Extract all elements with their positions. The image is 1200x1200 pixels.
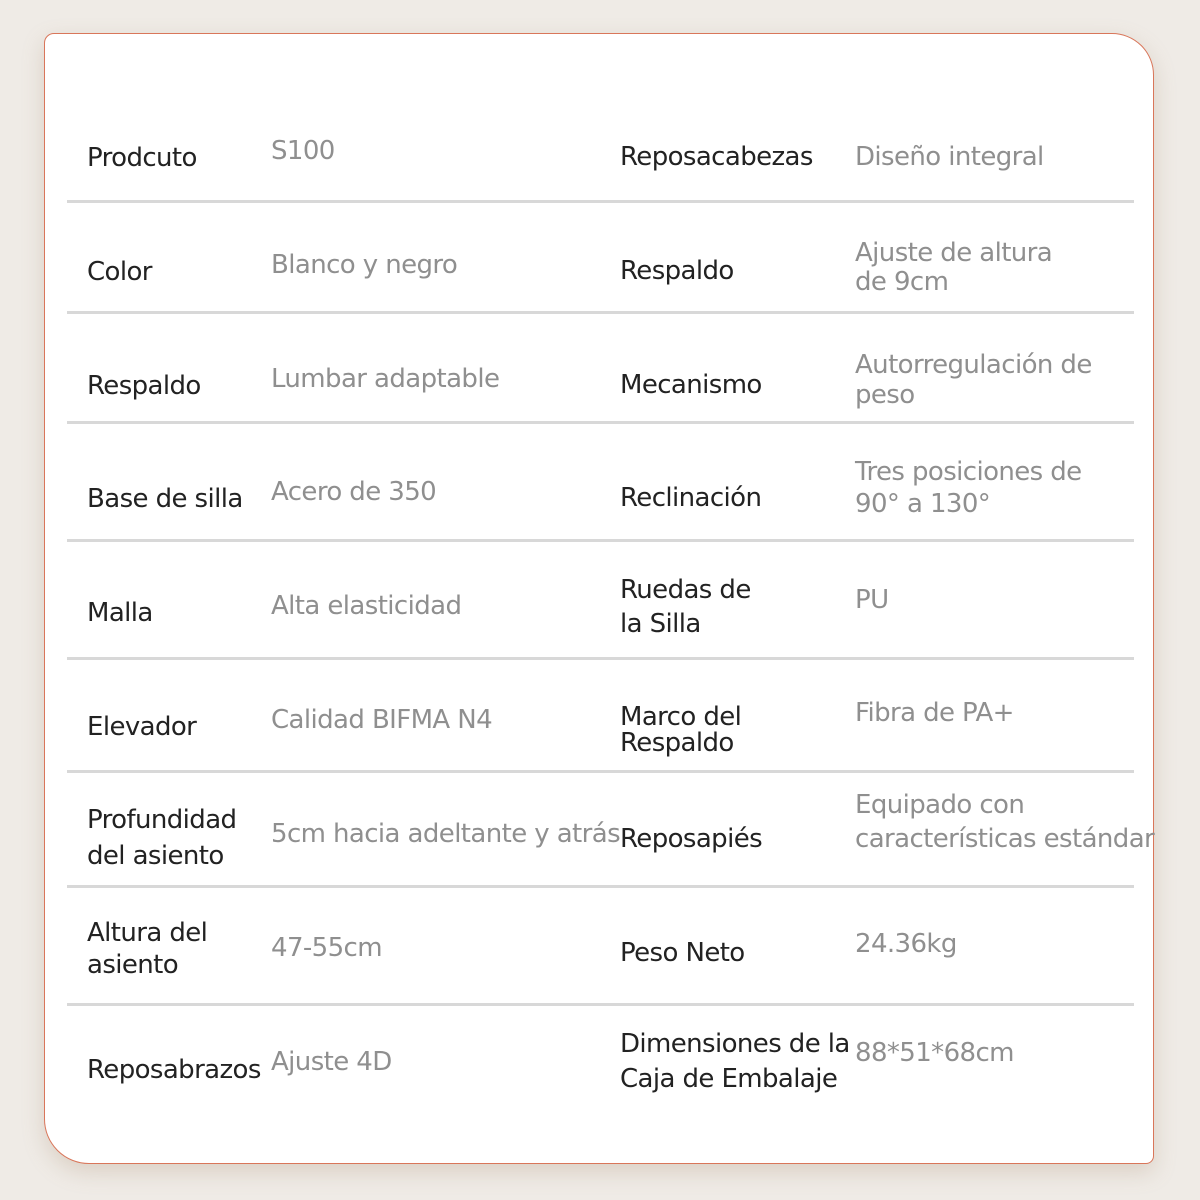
row-divider <box>67 311 1134 314</box>
spec-value: 24.36kg <box>855 929 957 959</box>
row-divider <box>67 421 1134 424</box>
spec-value: de 9cm <box>855 267 949 297</box>
spec-value: Equipado con <box>855 790 1025 820</box>
row-divider <box>67 200 1134 203</box>
spec-label: Reposabrazos <box>87 1055 261 1085</box>
spec-label: Dimensiones de la <box>620 1029 850 1059</box>
spec-label: Altura del <box>87 918 208 948</box>
row-divider <box>67 539 1134 542</box>
spec-value: Tres posiciones de <box>855 457 1082 487</box>
spec-value: 47-55cm <box>271 933 382 963</box>
spec-value: Lumbar adaptable <box>271 364 500 394</box>
spec-value: Acero de 350 <box>271 477 437 507</box>
spec-label: Malla <box>87 598 153 628</box>
spec-value: peso <box>855 380 915 410</box>
spec-value: Ajuste de altura <box>855 238 1053 268</box>
spec-label: Reclinación <box>620 483 762 513</box>
spec-label: Respaldo <box>620 256 734 286</box>
spec-value: Ajuste 4D <box>271 1047 392 1077</box>
spec-value: S100 <box>271 136 335 166</box>
spec-value: 5cm hacia adeltante y atrás <box>271 819 621 849</box>
spec-value: Fibra de PA+ <box>855 698 1014 728</box>
spec-label: Peso Neto <box>620 938 745 968</box>
row-divider <box>67 657 1134 660</box>
row-divider <box>67 885 1134 888</box>
spec-label: Reposapiés <box>620 824 763 854</box>
spec-label: Mecanismo <box>620 370 762 400</box>
spec-value: 88*51*68cm <box>855 1038 1014 1068</box>
spec-value: características estándar <box>855 824 1155 854</box>
spec-label: Reposacabezas <box>620 142 813 172</box>
spec-label: Elevador <box>87 712 197 742</box>
row-divider <box>67 770 1134 773</box>
spec-label: Marco del <box>620 702 742 732</box>
spec-label: Profundidad <box>87 805 237 835</box>
spec-label: Base de silla <box>87 484 243 514</box>
row-divider <box>67 1003 1134 1006</box>
spec-value: Diseño integral <box>855 142 1044 172</box>
spec-label: Respaldo <box>87 371 201 401</box>
spec-value: Autorregulación de <box>855 350 1092 380</box>
spec-value: Blanco y negro <box>271 250 458 280</box>
spec-label: asiento <box>87 950 179 980</box>
spec-label: Caja de Embalaje <box>620 1064 838 1094</box>
spec-label: la Silla <box>620 609 701 639</box>
spec-value: Calidad BIFMA N4 <box>271 705 493 735</box>
spec-label: Respaldo <box>620 728 734 758</box>
spec-value: PU <box>855 585 889 615</box>
spec-value: Alta elasticidad <box>271 591 462 621</box>
spec-label: Ruedas de <box>620 575 751 605</box>
spec-label: Color <box>87 257 152 287</box>
spec-label: Prodcuto <box>87 143 197 173</box>
spec-label: del asiento <box>87 841 224 871</box>
spec-value: 90° a 130° <box>855 489 991 519</box>
